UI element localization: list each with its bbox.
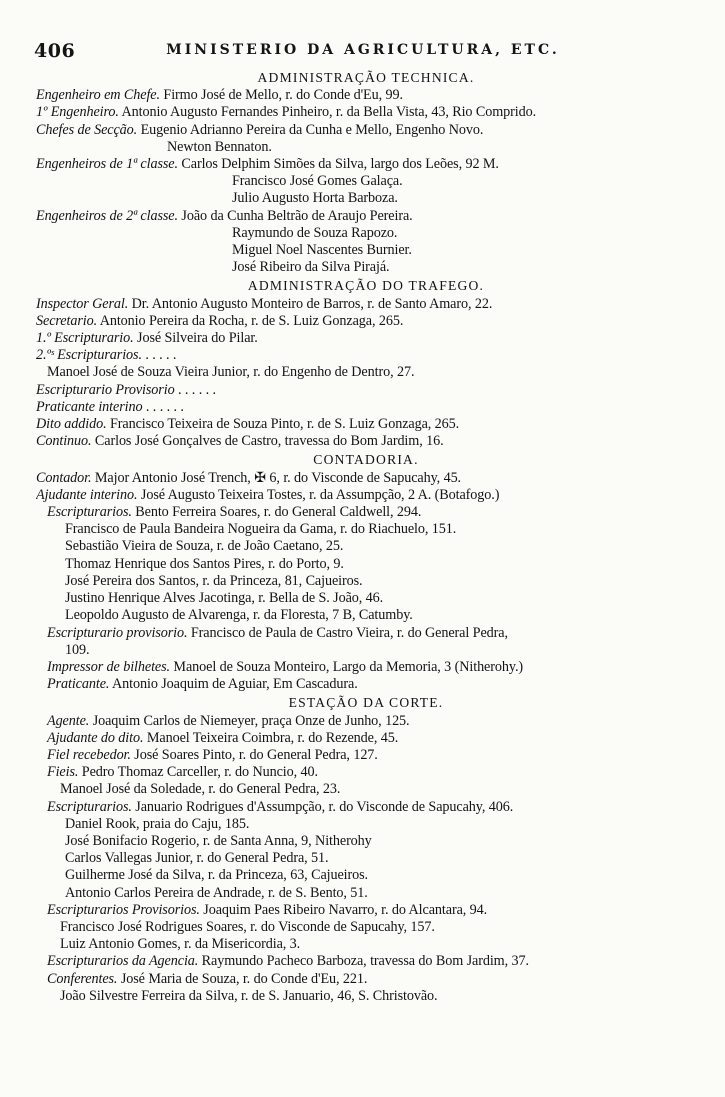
section-title-estacao: ESTAÇÃO DA CORTE. xyxy=(288,695,444,711)
entry-text: Dr. Antonio Augusto Monteiro de Barros, r. de Santo Amaro, 22. xyxy=(128,295,493,312)
entry-text: . . . . . xyxy=(141,347,177,364)
entry-text: . . . . . . xyxy=(174,381,216,398)
entry-text: . . . . . . xyxy=(142,398,184,415)
entry-line: 109. xyxy=(65,641,90,658)
entry-line xyxy=(36,87,696,104)
entry-label: Fieis. xyxy=(47,764,79,781)
entry-line: Francisco José Gomes Galaça. xyxy=(232,173,403,190)
entry-line: Leopoldo Augusto de Alvarenga, r. da Floresta, 7 B, Catumby. xyxy=(65,607,413,624)
entry-label: Engenheiro em Chefe. xyxy=(36,87,160,104)
entry-line xyxy=(36,470,696,487)
entry-label: Fiel recebedor. xyxy=(47,746,131,763)
entry-text: Eugenio Adrianno Pereira da Cunha e Mello, Engenho Novo. xyxy=(137,121,484,138)
entry-line: Francisco José Rodrigues Soares, r. do Visconde de Sapucahy, 157. xyxy=(60,918,435,935)
entry-label: Chefes de Secção. xyxy=(36,121,138,138)
entry-text: Januario Rodrigues d'Assumpção, r. do Visconde de Sapucahy, 406. xyxy=(131,798,514,815)
entry-label: Secretario. xyxy=(36,312,98,329)
entry-text: Manoel de Souza Monteiro, Largo da Memoria, 3 (Nitherohy.) xyxy=(169,658,524,675)
entry-label: Dito addido. xyxy=(36,416,107,433)
entry-line: Luiz Antonio Gomes, r. da Misericordia, 3. xyxy=(60,936,301,953)
entry-text: João da Cunha Beltrão de Araujo Pereira. xyxy=(177,207,413,224)
running-title: MINISTERIO DA AGRICULTURA, ETC. xyxy=(166,42,560,58)
entry-line xyxy=(36,313,696,330)
entry-text: Joaquim Carlos de Niemeyer, praça Onze de Junho, 125. xyxy=(89,712,410,729)
entry-label: Inspector Geral. xyxy=(36,295,129,312)
entry-text: Pedro Thomaz Carceller, r. do Nuncio, 40. xyxy=(78,764,318,781)
entry-text: Francisco Teixeira de Souza Pinto, r. de S. Luiz Gonzaga, 265. xyxy=(106,416,460,433)
entry-label: Praticante. xyxy=(47,676,110,693)
entry-line xyxy=(36,971,696,988)
entry-line xyxy=(36,330,696,347)
entry-line: Guilherme José da Silva, r. da Princeza, 63, Cajueiros. xyxy=(65,867,369,884)
entry-line: Miguel Noel Nascentes Burnier. xyxy=(232,242,412,259)
entry-text: Francisco de Paula de Castro Vieira, r. do General Pedra, xyxy=(187,624,508,641)
entry-label: Escripturario Provisorio xyxy=(36,381,175,398)
entry-line: Manoel José de Souza Vieira Junior, r. do Engenho de Dentro, 27. xyxy=(47,364,415,381)
entry-line: Manoel José da Soledade, r. do General Pedra, 23. xyxy=(60,781,341,798)
entry-line xyxy=(36,764,696,781)
entry-label: Escripturarios Provisorios. xyxy=(47,901,200,918)
entry-label: Continuo. xyxy=(36,433,92,450)
entry-line xyxy=(36,504,696,521)
entry-line: José Bonifacio Rogerio, r. de Santa Anna, 9, Nitherohy xyxy=(65,832,372,849)
entry-line: Sebastião Vieira de Souza, r. de João Caetano, 25. xyxy=(65,538,344,555)
entry-text: Raymundo Pacheco Barboza, travessa do Bom Jardim, 37. xyxy=(198,953,529,970)
entry-line xyxy=(36,713,696,730)
entry-label: Contador. xyxy=(36,469,92,486)
entry-text: Carlos Delphim Simões da Silva, largo dos Leões, 92 M. xyxy=(177,156,499,173)
entry-line xyxy=(36,799,696,816)
entry-text: Antonio Augusto Fernandes Pinheiro, r. da Bella Vista, 43, Rio Comprido. xyxy=(118,104,537,121)
entry-line: Francisco de Paula Bandeira Nogueira da Gama, r. do Riachuelo, 151. xyxy=(65,521,457,538)
entry-text: Joaquim Paes Ribeiro Navarro, r. do Alcantara, 94. xyxy=(199,901,488,918)
entry-label: 1.º Escripturario. xyxy=(36,330,134,347)
entry-text: José Silveira do Pilar. xyxy=(133,330,258,347)
entry-text: Firmo José de Mello, r. do Conde d'Eu, 99. xyxy=(159,87,403,104)
section-title-contadoria: CONTADORIA. xyxy=(313,452,419,468)
entry-line xyxy=(36,208,696,225)
entry-text: Major Antonio José Trench, ✠ 6, r. do Visconde de Sapucahy, 45. xyxy=(91,469,462,486)
page-number: 406 xyxy=(34,40,76,62)
entry-label: Escripturario provisorio. xyxy=(47,624,188,641)
page-body xyxy=(36,68,696,1005)
entry-line: Thomaz Henrique dos Santos Pires, r. do Porto, 9. xyxy=(65,555,344,572)
entry-line xyxy=(36,902,696,919)
entry-text: Carlos José Gonçalves de Castro, travessa do Bom Jardim, 16. xyxy=(91,433,444,450)
entry-line: Antonio Carlos Pereira de Andrade, r. de S. Bento, 51. xyxy=(65,884,368,901)
entry-label: Agente. xyxy=(47,712,90,729)
entry-line: Justino Henrique Alves Jacotinga, r. Bella de S. João, 46. xyxy=(65,590,384,607)
entry-line: José Pereira dos Santos, r. da Princeza, 81, Cajueiros. xyxy=(65,572,363,589)
entry-text: José Augusto Teixeira Tostes, r. da Assumpção, 2 A. (Botafogo.) xyxy=(137,486,500,503)
entry-line: Daniel Rook, praia do Caju, 185. xyxy=(65,815,250,832)
entry-line xyxy=(36,156,696,173)
entry-line xyxy=(36,730,696,747)
entry-line xyxy=(36,953,696,970)
entry-text: José Maria de Souza, r. do Conde d'Eu, 221. xyxy=(117,970,368,987)
entry-label: Conferentes. xyxy=(47,970,118,987)
entry-line xyxy=(36,676,696,693)
page-header xyxy=(28,40,698,66)
entry-line xyxy=(36,122,696,139)
section-title-technica: ADMINISTRAÇÃO TECHNICA. xyxy=(257,70,475,85)
entry-label: Impressor de bilhetes. xyxy=(47,658,170,675)
entry-line xyxy=(36,433,696,450)
entry-line: Carlos Vallegas Junior, r. do General Pedra, 51. xyxy=(65,850,329,867)
entry-label: 2.ºˢ Escripturarios. xyxy=(36,347,142,364)
entry-line xyxy=(36,416,696,433)
section-title-trafego: ADMINISTRAÇÃO DO TRAFEGO. xyxy=(247,278,485,294)
entry-line xyxy=(36,399,696,416)
entry-line xyxy=(36,625,696,642)
entry-line: Raymundo de Souza Rapozo. xyxy=(232,224,398,241)
entry-line: José Ribeiro da Silva Pirajá. xyxy=(232,259,390,276)
entry-line xyxy=(36,487,696,504)
entry-label: Ajudante interino. xyxy=(36,486,138,503)
entry-label: Engenheiros de 1ª classe. xyxy=(36,156,178,173)
entry-line xyxy=(36,347,696,364)
entry-line xyxy=(36,747,696,764)
entry-line: Newton Bennaton. xyxy=(167,138,272,155)
entry-text: Antonio Joaquim de Aguiar, Em Cascadura. xyxy=(109,676,358,693)
entry-label: 1º Engenheiro. xyxy=(36,104,119,121)
entry-line xyxy=(36,104,696,121)
entry-label: Ajudante do dito. xyxy=(47,729,144,746)
entry-line xyxy=(36,382,696,399)
entry-line xyxy=(36,296,696,313)
entry-label: Escripturarios. xyxy=(47,504,132,521)
entry-line: Julio Augusto Horta Barboza. xyxy=(232,190,398,207)
entry-label: Praticante interino xyxy=(36,398,143,415)
entry-label: Escripturarios da Agencia. xyxy=(47,953,199,970)
entry-label: Escripturarios. xyxy=(47,798,132,815)
entry-text: Bento Ferreira Soares, r. do General Caldwell, 294. xyxy=(131,504,422,521)
entry-label: Engenheiros de 2ª classe. xyxy=(36,207,178,224)
entry-line xyxy=(36,659,696,676)
entry-text: Antonio Pereira da Rocha, r. de S. Luiz Gonzaga, 265. xyxy=(97,312,404,329)
entry-line: João Silvestre Ferreira da Silva, r. de S. Januario, 46, S. Christovão. xyxy=(60,987,438,1004)
entry-text: Manoel Teixeira Coimbra, r. do Rezende, 45. xyxy=(143,729,399,746)
entry-text: José Soares Pinto, r. do General Pedra, 127. xyxy=(130,746,378,763)
